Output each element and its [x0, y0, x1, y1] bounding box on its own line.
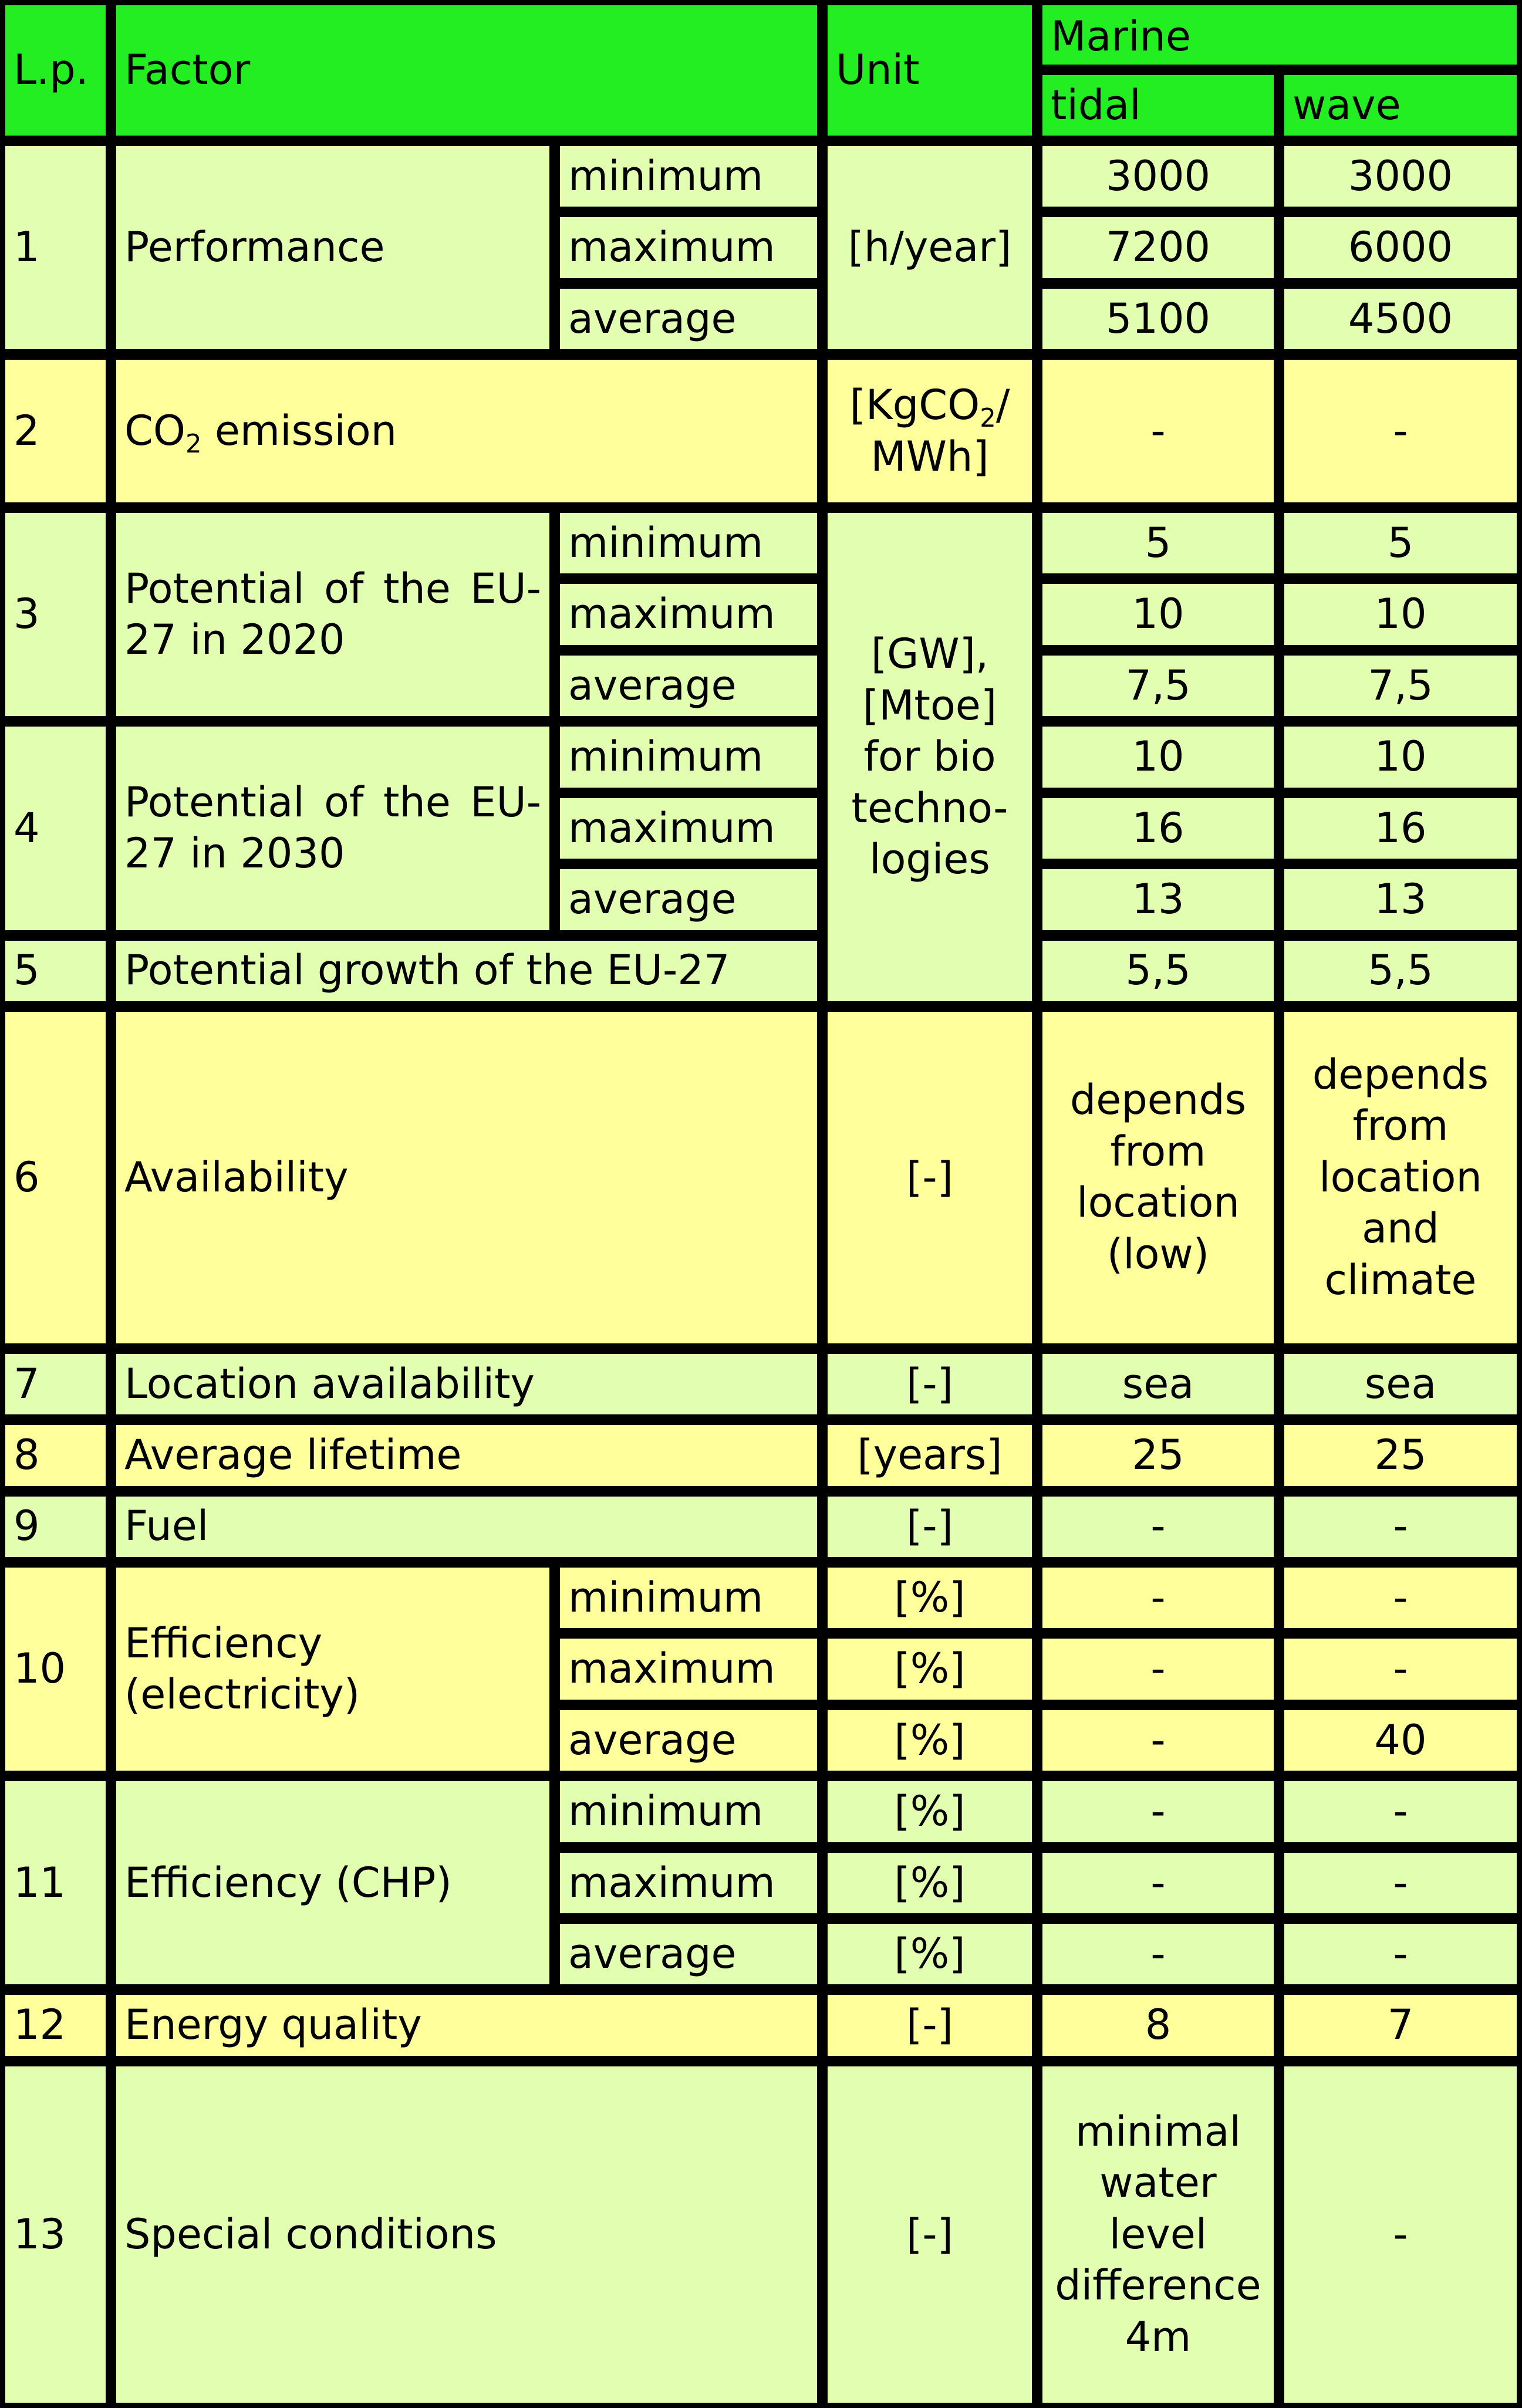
- row4-avg-tidal: 13: [1037, 864, 1279, 935]
- row10-avg-wave: 40: [1279, 1705, 1522, 1776]
- row2-tidal: -: [1037, 354, 1279, 508]
- header-tidal: tidal: [1037, 70, 1279, 140]
- row11-max-unit: [%]: [822, 1848, 1037, 1919]
- row6-wave: depends from location and climate: [1279, 1007, 1522, 1349]
- row1-sub-average: average: [555, 283, 822, 354]
- row3-sub-maximum: maximum: [555, 579, 822, 650]
- row1-min-wave: 3000: [1279, 141, 1522, 212]
- row4-sub-maximum: maximum: [555, 793, 822, 864]
- row1-factor: Performance: [111, 141, 555, 354]
- row8-tidal: 25: [1037, 1420, 1279, 1491]
- row7-wave: sea: [1279, 1349, 1522, 1420]
- row12-wave: 7: [1279, 1990, 1522, 2061]
- row10-min-unit: [%]: [822, 1562, 1037, 1633]
- row8-unit: [years]: [822, 1420, 1037, 1491]
- row4-min-tidal: 10: [1037, 721, 1279, 792]
- row11-sub-average: average: [555, 1919, 822, 1990]
- row6-unit: [-]: [822, 1007, 1037, 1349]
- row1-avg-wave: 4500: [1279, 283, 1522, 354]
- row10-sub-maximum: maximum: [555, 1633, 822, 1704]
- row7-lp: 7: [0, 1349, 111, 1420]
- row7-tidal: sea: [1037, 1349, 1279, 1420]
- row10-min-wave: -: [1279, 1562, 1522, 1633]
- row10-avg-tidal: -: [1037, 1705, 1279, 1776]
- row1-max-wave: 6000: [1279, 212, 1522, 283]
- row4-sub-minimum: minimum: [555, 721, 822, 792]
- row10-sub-minimum: minimum: [555, 1562, 822, 1633]
- row9-wave: -: [1279, 1491, 1522, 1562]
- header-lp: L.p.: [0, 0, 111, 141]
- row10-max-tidal: -: [1037, 1633, 1279, 1704]
- row4-sub-average: average: [555, 864, 822, 935]
- row10-factor: Efficiency (electricity): [111, 1562, 555, 1776]
- row11-min-wave: -: [1279, 1776, 1522, 1847]
- row3-lp: 3: [0, 508, 111, 721]
- row13-factor: Special conditions: [111, 2061, 822, 2408]
- row10-avg-unit: [%]: [822, 1705, 1037, 1776]
- row2-lp: 2: [0, 354, 111, 508]
- row1-avg-tidal: 5100: [1037, 283, 1279, 354]
- row1-sub-maximum: maximum: [555, 212, 822, 283]
- row7-factor: Location availability: [111, 1349, 822, 1420]
- row10-max-unit: [%]: [822, 1633, 1037, 1704]
- row4-factor: Potential of the EU-27 in 2030: [111, 721, 555, 935]
- row4-max-wave: 16: [1279, 793, 1522, 864]
- row6-tidal: depends from location (low): [1037, 1007, 1279, 1349]
- row2-wave: -: [1279, 354, 1522, 508]
- row10-sub-average: average: [555, 1705, 822, 1776]
- row11-sub-minimum: minimum: [555, 1776, 822, 1847]
- row11-min-unit: [%]: [822, 1776, 1037, 1847]
- row3-min-tidal: 5: [1037, 508, 1279, 579]
- row12-lp: 12: [0, 1990, 111, 2061]
- row6-lp: 6: [0, 1007, 111, 1349]
- header-factor: Factor: [111, 0, 822, 141]
- row13-tidal: minimal water level difference 4m: [1037, 2061, 1279, 2408]
- row3-max-tidal: 10: [1037, 579, 1279, 650]
- row8-lp: 8: [0, 1420, 111, 1491]
- row5-wave: 5,5: [1279, 935, 1522, 1007]
- row1-lp: 1: [0, 141, 111, 354]
- potential-unit: [GW], [Mtoe] for bio techno-logies: [822, 508, 1037, 1007]
- row1-min-tidal: 3000: [1037, 141, 1279, 212]
- row10-lp: 10: [0, 1562, 111, 1776]
- row5-tidal: 5,5: [1037, 935, 1279, 1007]
- row11-avg-wave: -: [1279, 1919, 1522, 1990]
- row3-sub-average: average: [555, 650, 822, 721]
- row3-max-wave: 10: [1279, 579, 1522, 650]
- row4-avg-wave: 13: [1279, 864, 1522, 935]
- row3-sub-minimum: minimum: [555, 508, 822, 579]
- row4-max-tidal: 16: [1037, 793, 1279, 864]
- row13-unit: [-]: [822, 2061, 1037, 2408]
- row1-sub-minimum: minimum: [555, 141, 822, 212]
- row9-lp: 9: [0, 1491, 111, 1562]
- row11-sub-maximum: maximum: [555, 1848, 822, 1919]
- row3-min-wave: 5: [1279, 508, 1522, 579]
- row11-lp: 11: [0, 1776, 111, 1990]
- row4-lp: 4: [0, 721, 111, 935]
- row2-factor: $CO_2$ emission: [111, 354, 822, 508]
- row11-max-wave: -: [1279, 1848, 1522, 1919]
- row12-tidal: 8: [1037, 1990, 1279, 2061]
- row3-avg-tidal: 7,5: [1037, 650, 1279, 721]
- row8-wave: 25: [1279, 1420, 1522, 1491]
- row11-min-tidal: -: [1037, 1776, 1279, 1847]
- row4-min-wave: 10: [1279, 721, 1522, 792]
- row11-max-tidal: -: [1037, 1848, 1279, 1919]
- row9-unit: [-]: [822, 1491, 1037, 1562]
- row12-factor: Energy quality: [111, 1990, 822, 2061]
- row11-factor: Efficiency (CHP): [111, 1776, 555, 1990]
- row3-factor: Potential of the EU-27 in 2020: [111, 508, 555, 721]
- row5-lp: 5: [0, 935, 111, 1007]
- row13-lp: 13: [0, 2061, 111, 2408]
- row2-unit: [KgCO$_2$/ MWh]: [822, 354, 1037, 508]
- row6-factor: Availability: [111, 1007, 822, 1349]
- row5-factor: Potential growth of the EU-27: [111, 935, 822, 1007]
- row1-unit: [h/year]: [822, 141, 1037, 354]
- row10-max-wave: -: [1279, 1633, 1522, 1704]
- row9-factor: Fuel: [111, 1491, 822, 1562]
- row9-tidal: -: [1037, 1491, 1279, 1562]
- row10-min-tidal: -: [1037, 1562, 1279, 1633]
- row1-max-tidal: 7200: [1037, 212, 1279, 283]
- row7-unit: [-]: [822, 1349, 1037, 1420]
- row12-unit: [-]: [822, 1990, 1037, 2061]
- header-unit: Unit: [822, 0, 1037, 141]
- row11-avg-unit: [%]: [822, 1919, 1037, 1990]
- row8-factor: Average lifetime: [111, 1420, 822, 1491]
- row11-avg-tidal: -: [1037, 1919, 1279, 1990]
- header-marine: Marine: [1037, 0, 1522, 70]
- header-wave: wave: [1279, 70, 1522, 140]
- row3-avg-wave: 7,5: [1279, 650, 1522, 721]
- row13-wave: -: [1279, 2061, 1522, 2408]
